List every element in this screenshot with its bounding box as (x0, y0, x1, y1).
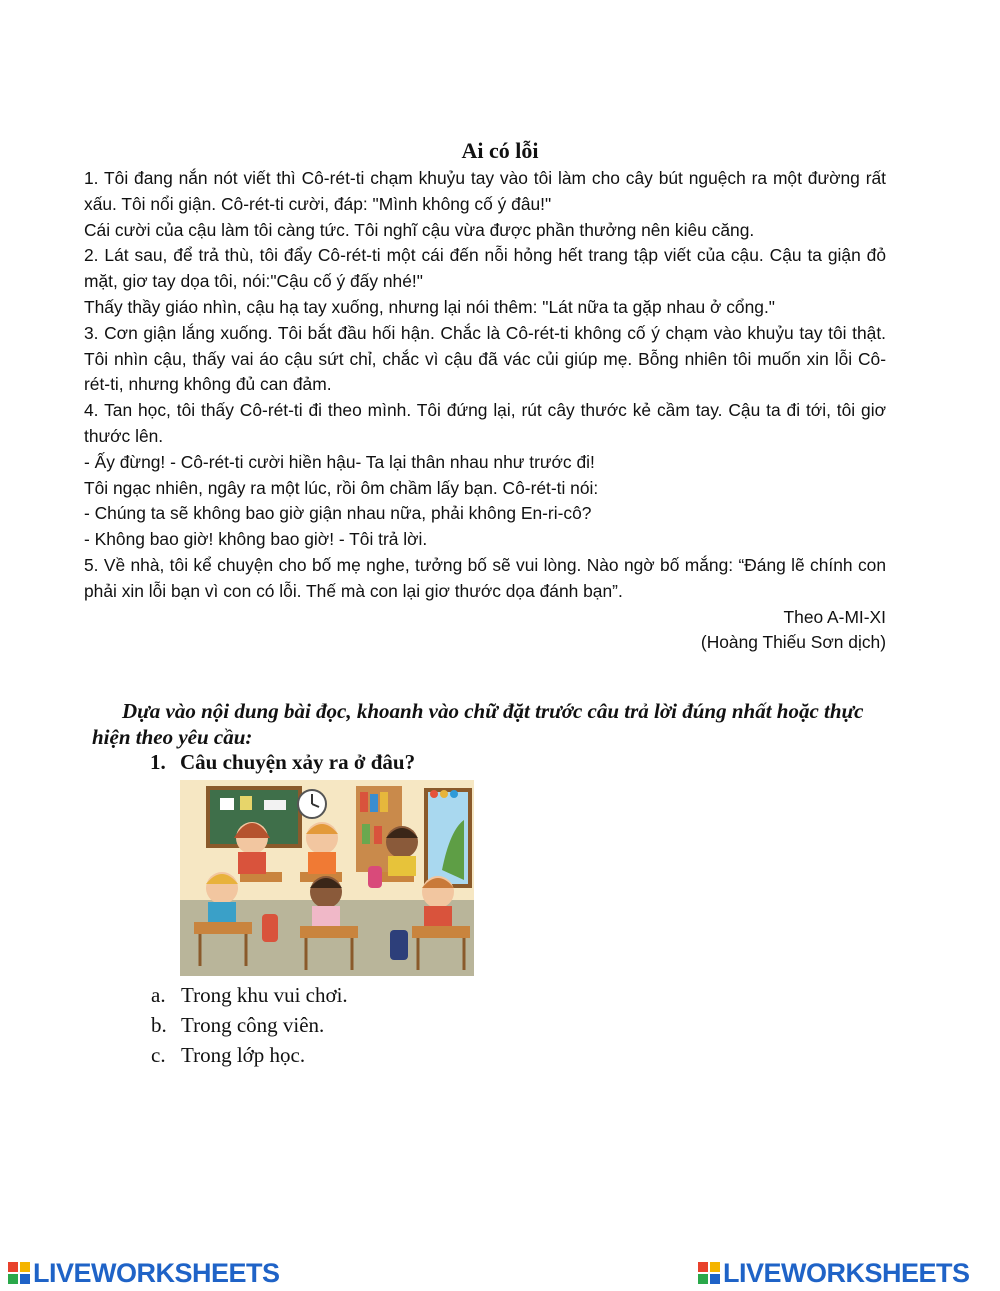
passage-paragraph-4: Thấy thầy giáo nhìn, cậu hạ tay xuống, nhưng lại nói thêm: "Lát nữa ta gặp nhau ở cổng." (84, 296, 775, 317)
question-1 (150, 750, 415, 775)
option-a[interactable] (151, 980, 348, 1010)
liveworksheets-logo-right[interactable] (698, 1258, 970, 1288)
logo-text: LIVEWORKSHEETS (723, 1257, 970, 1288)
passage-paragraph-1: 1. Tôi đang nắn nót viết thì Cô-rét-ti chạm khuỷu tay vào tôi làm cho cây bút nguệch ra một đường rất xấu. Tôi nổi giận. Cô-rét-ti cười, đáp: "Mình không cố ý đâu!" (84, 168, 886, 214)
passage-paragraph-2: Cái cười của cậu làm tôi càng tức. Tôi nghĩ cậu vừa được phần thưởng nên kiêu căng. (84, 219, 755, 240)
passage-paragraph-8: Tôi ngạc nhiên, ngây ra một lúc, rồi ôm chầm lấy bạn. Cô-rét-ti nói: (84, 477, 599, 498)
passage-author: Theo A-MI-XI (783, 606, 886, 627)
liveworksheets-logo-left[interactable] (8, 1258, 280, 1288)
option-letter: a. (151, 983, 166, 1007)
option-c[interactable] (151, 1040, 348, 1070)
logo-blocks-icon (698, 1262, 720, 1284)
passage-paragraph-7: - Ấy đừng! - Cô-rét-ti cười hiền hậu- Ta lại thân nhau như trước đi! (84, 451, 595, 472)
option-text: Trong khu vui chơi. (181, 983, 348, 1007)
option-b[interactable] (151, 1010, 348, 1040)
passage-paragraph-11: 5. Về nhà, tôi kể chuyện cho bố mẹ nghe, tưởng bố sẽ vui lòng. Nào ngờ bố mắng: “Đáng lẽ chính con phải xin lỗi bạn vì con có lỗi. Thế mà con lại giơ thước dọa đánh bạn”. (84, 554, 886, 601)
answer-options (151, 980, 348, 1070)
passage-translator: (Hoàng Thiếu Sơn dịch) (700, 632, 886, 653)
logo-blocks-icon (8, 1262, 30, 1284)
question-text: Câu chuyện xảy ra ở đâu? (180, 750, 416, 774)
passage-paragraph-10: - Không bao giờ! không bao giờ! - Tôi trả lời. (84, 529, 428, 550)
passage-paragraph-6: 4. Tan học, tôi thấy Cô-rét-ti đi theo mình. Tôi đứng lại, rút cây thước kẻ cầm tay. Cậu ta đi tới, tôi giơ thước lên. (84, 400, 886, 446)
option-text: Trong lớp học. (181, 1043, 306, 1067)
option-letter: c. (151, 1043, 166, 1067)
worksheet-title: Ai có lỗi (461, 138, 539, 163)
passage-paragraph-9: - Chúng ta sẽ không bao giờ giận nhau nữa, phải không En-ri-cô? (84, 503, 592, 524)
passage-paragraph-3: 2. Lát sau, để trả thù, tôi đẩy Cô-rét-ti một cái đến nỗi hỏng hết trang tập viết của cậu. Cậu ta giận đỏ mặt, giơ tay dọa tôi, nói:"Cậu cố ý đấy nhé!" (84, 245, 886, 292)
instruction-text: Dựa vào nội dung bài đọc, khoanh vào chữ đặt trước câu trả lời đúng nhất hoặc thực hiện theo yêu cầu: (92, 699, 864, 749)
option-text: Trong công viên. (181, 1013, 325, 1037)
question-number: 1. (150, 750, 166, 774)
logo-text: LIVEWORKSHEETS (33, 1257, 280, 1288)
classroom-illustration (180, 780, 474, 976)
option-letter: b. (151, 1013, 167, 1037)
reading-passage (84, 166, 886, 656)
passage-paragraph-5: 3. Cơn giận lắng xuống. Tôi bắt đầu hối hận. Chắc là Cô-rét-ti không cố ý chạm vào khuỷu tay tôi thật. Tôi nhìn cậu, thấy vai áo cậu sứt chỉ, chắc vì cậu đã vác củi giúp mẹ. Bỗng nhiên tôi muốn xin lỗi Cô-rét-ti, nhưng không đủ can đảm. (84, 322, 886, 395)
